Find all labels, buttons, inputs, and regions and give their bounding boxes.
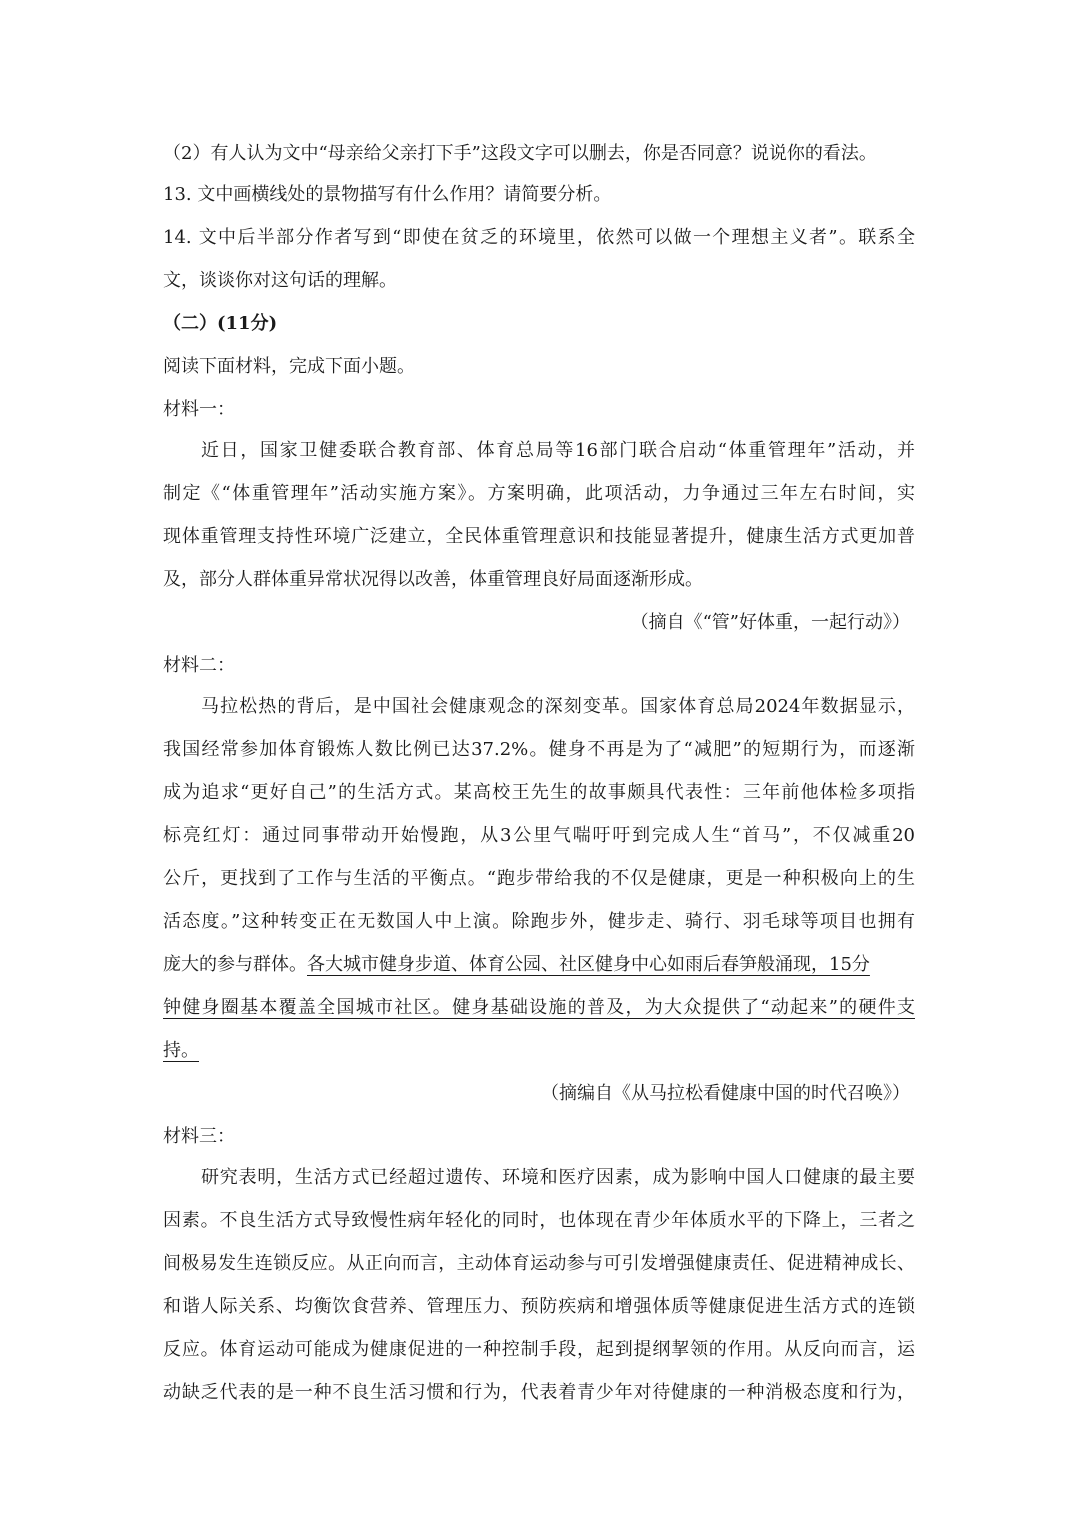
material-3-line: 和谐人际关系、均衡饮食营养、管理压力、预防疾病和增强体质等健康促进生活方式的连锁 — [163, 1296, 915, 1317]
material-3-line: 因素。不良生活方式导致慢性病年轻化的同时，也体现在青少年体质水平的下降上，三者之 — [163, 1210, 915, 1231]
material-2-line: 活态度。”这种转变正在无数国人中上演。除跑步外，健步走、骑行、羽毛球等项目也拥有 — [163, 911, 915, 932]
section-2-heading: （二）(11分) — [163, 313, 278, 334]
question-14-line-2: 文，谈谈你对这句话的理解。 — [163, 270, 397, 291]
material-2-label: 材料二： — [163, 655, 235, 676]
material-2-line: 公斤，更找到了工作与生活的平衡点。“跑步带给我的不仅是健康，更是一种积极向上的生 — [163, 868, 915, 889]
question-14-line-1: 14. 文中后半部分作者写到“即使在贫乏的环境里，依然可以做一个理想主义者”。联系全 — [163, 227, 915, 248]
underlined-passage-start: 各大城市健身步道、体育公园、社区健身中心如雨后春笋般涌现，15分 — [307, 954, 870, 975]
material-1-source: （摘自《“管”好体重，一起行动》） — [630, 612, 910, 633]
question-12-part-2: （2）有人认为文中“母亲给父亲打下手”这段文字可以删去，你是否同意？说说你的看法。 — [163, 143, 877, 164]
material-1-line: 及，部分人群体重异常状况得以改善，体重管理良好局面逐渐形成。 — [163, 569, 703, 590]
material-2-line: 马拉松热的背后，是中国社会健康观念的深刻变革。国家体育总局2024年数据显示， — [201, 696, 915, 717]
question-13: 13. 文中画横线处的景物描写有什么作用？请简要分析。 — [163, 184, 612, 205]
material-2-line: 成为追求“更好自己”的生活方式。某高校王先生的故事颇具代表性：三年前他体检多项指 — [163, 782, 915, 803]
material-1-label: 材料一： — [163, 399, 235, 420]
material-2-line-7 — [163, 952, 870, 978]
material-2-line: 标亮红灯：通过同事带动开始慢跑，从3公里气喘吁吁到完成人生“首马”，不仅减重20 — [163, 825, 915, 846]
section-2-instruction: 阅读下面材料，完成下面小题。 — [163, 356, 415, 377]
material-3-line: 动缺乏代表的是一种不良生活习惯和行为，代表着青少年对待健康的一种消极态度和行为， — [163, 1382, 915, 1403]
underlined-passage-middle: 钟健身圈基本覆盖全国城市社区。健身基础设施的普及，为大众提供了“动起来”的硬件支 — [163, 997, 915, 1018]
material-1-line: 近日，国家卫健委联合教育部、体育总局等16部门联合启动“体重管理年”活动，并 — [201, 440, 915, 461]
material-3-line: 研究表明，生活方式已经超过遗传、环境和医疗因素，成为影响中国人口健康的最主要 — [201, 1167, 915, 1188]
material-2-line: 我国经常参加体育锻炼人数比例已达37.2%。健身不再是为了“减肥”的短期行为，而逐渐 — [163, 739, 915, 760]
material-3-line: 反应。体育运动可能成为健康促进的一种控制手段，起到提纲挈领的作用。从反向而言，运 — [163, 1339, 915, 1360]
material-3-line: 间极易发生连锁反应。从正向而言，主动体育运动参与可引发增强健康责任、促进精神成长、 — [163, 1253, 915, 1274]
material-2-source: （摘编自《从马拉松看健康中国的时代召唤》） — [541, 1083, 910, 1104]
material-1-line: 现体重管理支持性环境广泛建立，全民体重管理意识和技能显著提升，健康生活方式更加普 — [163, 526, 915, 547]
material-2-line-7-plain: 庞大的参与群体。 — [163, 954, 307, 975]
material-1-line: 制定《“体重管理年”活动实施方案》。方案明确，此项活动，力争通过三年左右时间，实 — [163, 483, 915, 504]
material-3-label: 材料三： — [163, 1126, 235, 1147]
underlined-passage-end: 持。 — [163, 1040, 199, 1061]
